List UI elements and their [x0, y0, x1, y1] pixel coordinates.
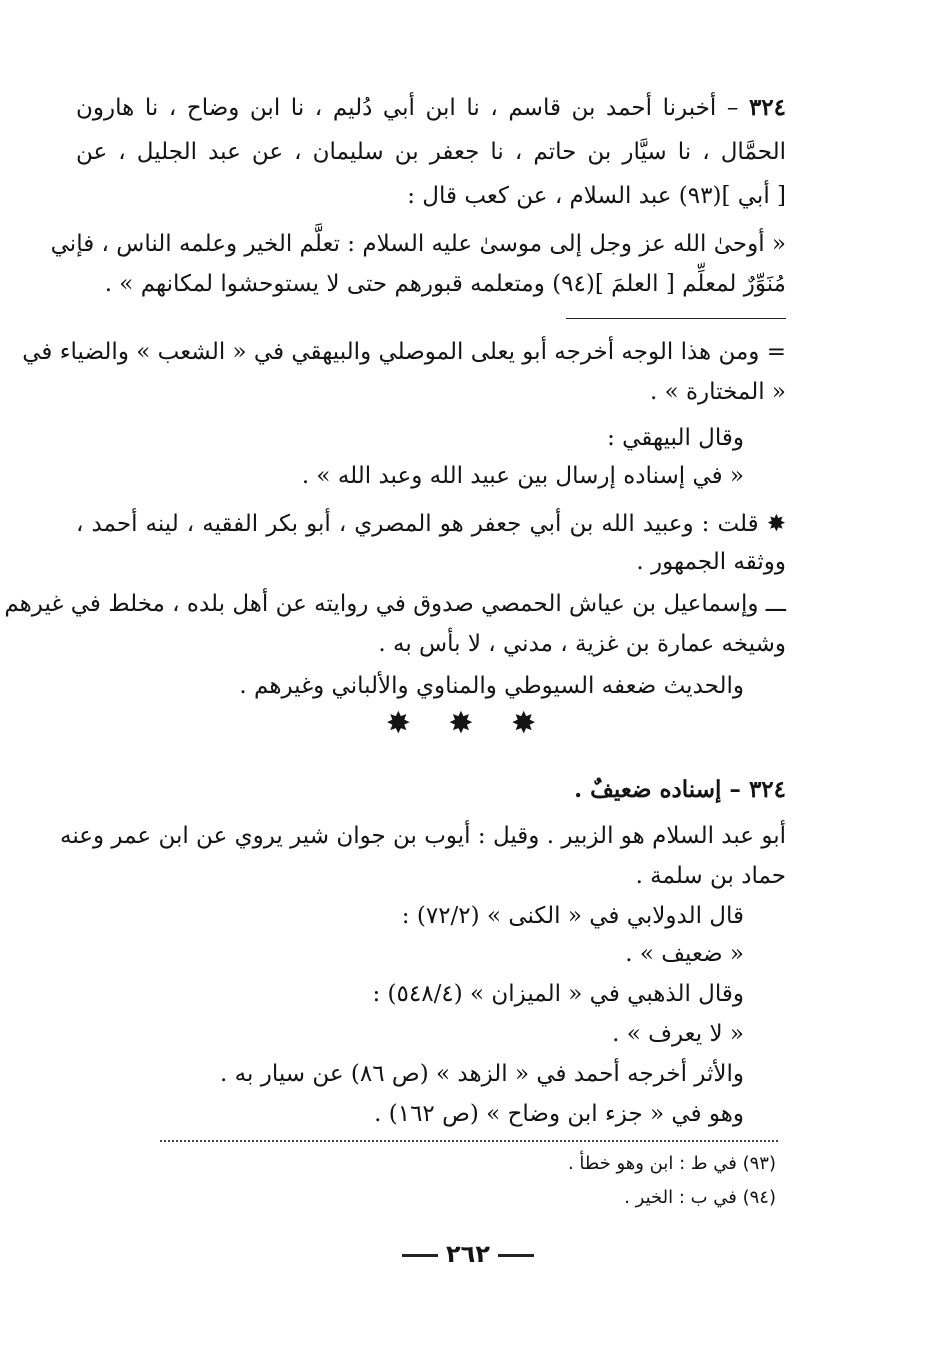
commentary-text-5: قلت : وعبيد الله بن أبي جعفر هو المصري ، أبو بكر الفقيه ، لينه أحمد ، — [76, 511, 759, 537]
hadith-number: ٣٢٤ — [748, 94, 786, 121]
footnote-dotted-divider — [160, 1140, 778, 1142]
section2-line-1: أبو عبد السلام هو الزبير . وقيل : أيوب بن جوان شير يروي عن ابن عمر وعنه — [60, 823, 786, 849]
hadith-line-4: « أوحىٰ الله عز وجل إلى موسىٰ عليه السلام : تعلَّم الخير وعلمه الناس ، فإني — [50, 231, 786, 257]
footnote-94: (٩٤) في ب : الخير . — [624, 1187, 776, 1208]
section2-line-8: وهو في « جزء ابن وضاح » (ص ١٦٢) . — [374, 1101, 744, 1127]
section2-line-2: حماد بن سلمة . — [635, 863, 786, 889]
hadith-line-3: [ أبي ](٩٣) عبد السلام ، عن كعب قال : — [407, 183, 786, 209]
section2-line-4: « ضعيف » . — [625, 941, 744, 967]
page-number-value: ٢٦٢ — [446, 1240, 490, 1268]
section2-heading — [60, 772, 786, 808]
section2-line-5: وقال الذهبي في « الميزان » (٥٤٨/٤) : — [372, 981, 744, 1007]
commentary-line-9: والحديث ضعفه السيوطي والمناوي والألباني وغيرهم . — [239, 673, 744, 699]
page-number-dash-left — [402, 1254, 438, 1257]
commentary-line-3: وقال البيهقي : — [607, 425, 744, 451]
commentary-line-8: وشيخه عمارة بن غزية ، مدني ، لا بأس به . — [378, 631, 786, 657]
commentary-line-5 — [76, 506, 786, 542]
commentary-line-6: ووثقه الجمهور . — [636, 549, 786, 575]
section2-heading-text: – إسناده ضعيفٌ . — [574, 776, 741, 803]
page-number-dash-right — [498, 1254, 534, 1257]
hadith-text-1: – أخبرنا أحمد بن قاسم ، نا ابن أبي دُليم ، نا ابن وضاح ، نا هارون — [76, 95, 739, 121]
section2-line-6: « لا يعرف » . — [612, 1021, 744, 1047]
commentary-line-2: « المختارة » . — [649, 379, 786, 405]
hadith-line-1 — [76, 90, 786, 126]
commentary-line-4: « في إسناده إرسال بين عبيد الله وعبد الله » . — [301, 463, 744, 489]
footnote-93: (٩٣) في ط : ابن وهو خطأ . — [567, 1153, 776, 1174]
page-number — [0, 1240, 936, 1268]
hadith-line-2: الحمَّال ، نا سيَّار بن حاتم ، نا جعفر بن سليمان ، عن عبد الجليل ، عن — [76, 139, 786, 165]
asterisk-bullet-icon: ✸ — [766, 511, 786, 537]
commentary-line-7: ـــ وإسماعيل بن عياش الحمصي صدوق في روايته عن أهل بلده ، مخلط في غيرهم — [4, 591, 786, 617]
section2-line-3: قال الدولابي في « الكنى » (٧٢/٢) : — [401, 903, 744, 929]
section2-line-7: والأثر أخرجه أحمد في « الزهد » (ص ٨٦) عن سيار به . — [220, 1061, 744, 1087]
footnote-divider — [566, 318, 786, 319]
section-separator: ✸ ✸ ✸ — [385, 706, 551, 741]
hadith-line-5: مُنَوِّرٌ لمعلِّم [ العلمَ ](٩٤) ومتعلمه قبورهم حتى لا يستوحشوا لمكانهم » . — [104, 271, 786, 297]
commentary-line-1: = ومن هذا الوجه أخرجه أبو يعلى الموصلي والبيهقي في « الشعب » والضياء في — [22, 339, 786, 365]
section2-number: ٣٢٤ — [748, 776, 786, 803]
